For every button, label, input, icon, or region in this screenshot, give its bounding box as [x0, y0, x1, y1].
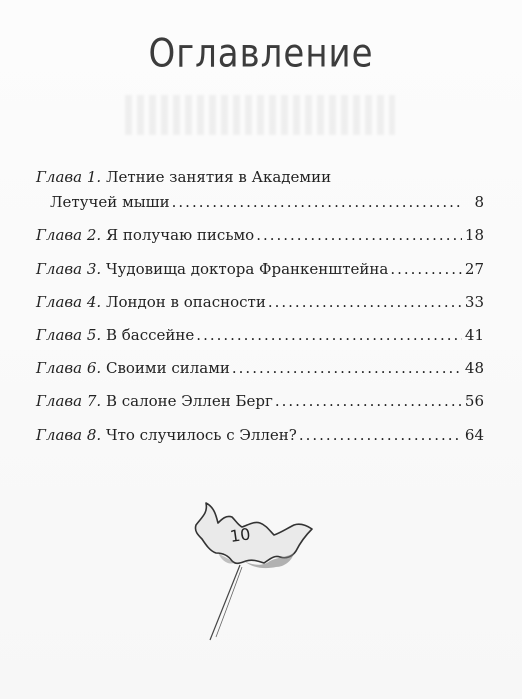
toc-leader-dots [275, 389, 462, 414]
toc-leader-dots [299, 423, 462, 448]
toc-chapter-label: Глава 7. [36, 392, 102, 411]
toc-leader-dots [232, 356, 462, 381]
bat-number: 10 [228, 524, 252, 547]
toc-entry-6[interactable] [36, 356, 484, 381]
toc-title-line: Своими силами [105, 359, 230, 378]
toc-leader-dots [268, 290, 462, 315]
toc-title-line: В бассейне [105, 325, 195, 344]
toc-leader-dots [196, 323, 462, 348]
bat-body [195, 503, 312, 563]
bleed-through-text [125, 95, 395, 135]
toc-chapter-label: Глава 6. [36, 359, 102, 378]
toc-title-line: Летние занятия в Академии [105, 168, 332, 186]
toc-leader-dots [390, 257, 462, 282]
toc-page-number: 56 [464, 392, 484, 411]
bat-string [216, 567, 242, 637]
bat-icon [188, 495, 333, 645]
toc-entry-4[interactable] [36, 290, 484, 315]
table-of-contents [36, 165, 484, 448]
toc-page-number: 8 [474, 193, 484, 212]
toc-page-number: 27 [464, 259, 484, 278]
toc-entry-7[interactable] [36, 389, 484, 414]
toc-page-number: 64 [464, 425, 484, 444]
toc-chapter-label: Глава 4. [36, 292, 102, 311]
toc-title-line: Лондон в опасности [105, 292, 266, 311]
toc-page-number: 33 [464, 292, 484, 311]
toc-chapter-label: Глава 2. [36, 226, 102, 245]
toc-chapter-label: Глава 1. [36, 168, 102, 186]
toc-title-line: Чудовища доктора Франкенштейна [105, 259, 389, 278]
toc-leader-dots [256, 223, 462, 248]
toc-page-number: 18 [464, 226, 484, 245]
toc-chapter-label: Глава 3. [36, 259, 102, 278]
toc-entry-8[interactable] [36, 423, 484, 448]
toc-page-number: 48 [464, 359, 484, 378]
toc-entry-5[interactable] [36, 323, 484, 348]
toc-title-line: Летучей мыши [50, 193, 170, 212]
toc-chapter-label: Глава 8. [36, 425, 102, 444]
bat-string [210, 565, 240, 640]
toc-page-number: 41 [464, 325, 484, 344]
toc-title-line: Я получаю письмо [105, 226, 255, 245]
toc-entry-2[interactable] [36, 223, 484, 248]
toc-leader-dots [172, 190, 462, 215]
toc-title-line: Что случилось с Эллен? [105, 425, 297, 444]
toc-entry-1[interactable] [36, 165, 484, 215]
toc-title-line: В салоне Эллен Берг [105, 392, 273, 411]
toc-chapter-label: Глава 5. [36, 325, 102, 344]
toc-entry-3[interactable] [36, 257, 484, 282]
page-title: Оглавление [148, 31, 374, 77]
